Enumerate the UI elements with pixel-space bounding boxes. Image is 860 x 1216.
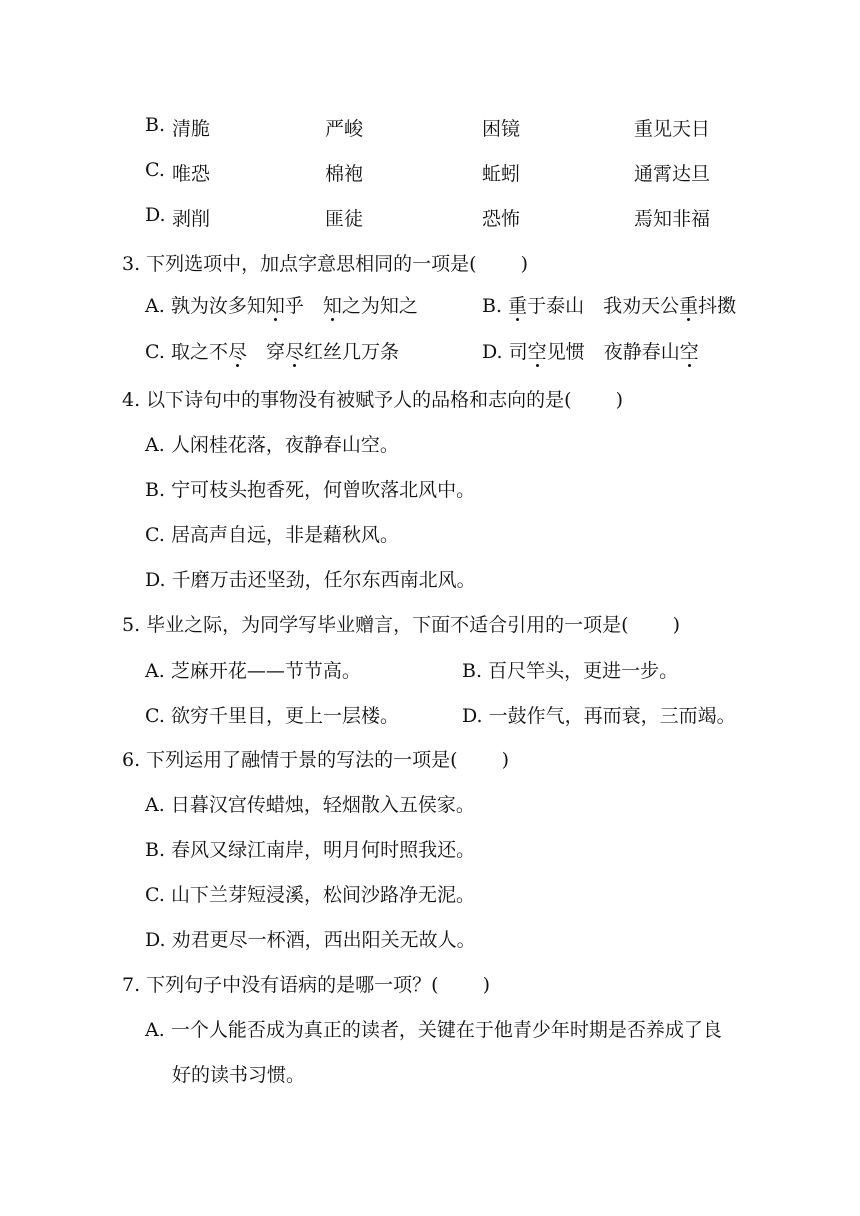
word: 重见天日 <box>634 118 711 140</box>
q4-stem: 4. 以下诗句中的事物没有被赋予人的品格和志向的是( ) <box>122 389 624 411</box>
q6-option-a: A. 日暮汉宫传蜡烛，轻烟散入五侯家。 <box>145 794 475 816</box>
q5-option-c: C. 欲穷千里目，更上一层楼。 <box>145 705 399 727</box>
q5-stem: 5. 毕业之际，为同学写毕业赠言，下面不适合引用的一项是( ) <box>122 614 681 636</box>
word: 严峻 <box>325 118 364 140</box>
q5-option-d: D. 一鼓作气，再而衰，三而竭。 <box>462 705 736 727</box>
q6-option-d: D. 劝君更尽一杯酒，西出阳关无故人。 <box>145 929 476 951</box>
word: 蚯蚓 <box>482 163 521 185</box>
word: 通霄达旦 <box>634 163 711 185</box>
q6-option-c: C. 山下兰芽短浸溪，松间沙路净无泥。 <box>145 884 475 906</box>
q4-option-c: C. 居高声自远，非是藉秋风。 <box>145 524 399 546</box>
word: 唯恐 <box>172 163 211 185</box>
emphasis-dot-char: 尽 <box>285 337 304 364</box>
word: 恐怖 <box>482 208 521 230</box>
q3-option-b: B. 重于泰山 我劝天公重抖擞 <box>482 291 736 318</box>
q7-option-a: A. 一个人能否成为真正的读者，关键在于他青少年时期是否养成了良 <box>145 1019 722 1041</box>
q7-stem: 7. 下列句子中没有语病的是哪一项？( ) <box>122 974 491 996</box>
q5-option-a: A. 芝麻开花——节节高。 <box>145 660 361 682</box>
q3-option-a: A. 孰为汝多知知乎 知之为知之 <box>145 291 418 318</box>
emphasis-dot-char: 知 <box>323 291 342 318</box>
word: 匪徒 <box>325 208 364 230</box>
word: 棉袍 <box>325 163 364 185</box>
emphasis-dot-char: 重 <box>679 291 698 318</box>
q6-stem: 6. 下列运用了融情于景的写法的一项是( ) <box>122 749 510 771</box>
q3-option-d: D. 司空见惯 夜静春山空 <box>482 337 699 364</box>
option-letter: C. <box>145 159 165 181</box>
q6-option-b: B. 春风又绿江南岸，明月何时照我还。 <box>145 839 476 861</box>
q4-option-d: D. 千磨万击还坚劲，任尔东西南北风。 <box>145 569 476 591</box>
q5-option-b: B. 百尺竿头，更进一步。 <box>462 660 679 682</box>
option-letter: B. <box>145 114 166 136</box>
option-letter: D. <box>145 204 166 226</box>
emphasis-dot-char: 尽 <box>228 337 247 364</box>
q4-option-a: A. 人闲桂花落，夜静春山空。 <box>145 434 399 456</box>
emphasis-dot-char: 知 <box>266 291 285 318</box>
word: 清脆 <box>172 118 211 140</box>
q7-option-a-continuation: 好的读书习惯。 <box>172 1064 306 1086</box>
word: 剥削 <box>172 208 211 230</box>
q4-option-b: B. 宁可枝头抱香死，何曾吹落北风中。 <box>145 479 476 501</box>
emphasis-dot-char: 重 <box>508 291 527 318</box>
word: 困镜 <box>482 118 521 140</box>
emphasis-dot-char: 空 <box>680 337 699 364</box>
q3-option-c: C. 取之不尽 穿尽红丝几万条 <box>145 337 399 364</box>
word: 焉知非福 <box>634 208 711 230</box>
q3-stem: 3. 下列选项中，加点字意思相同的一项是( ) <box>122 253 529 275</box>
emphasis-dot-char: 空 <box>528 337 547 364</box>
